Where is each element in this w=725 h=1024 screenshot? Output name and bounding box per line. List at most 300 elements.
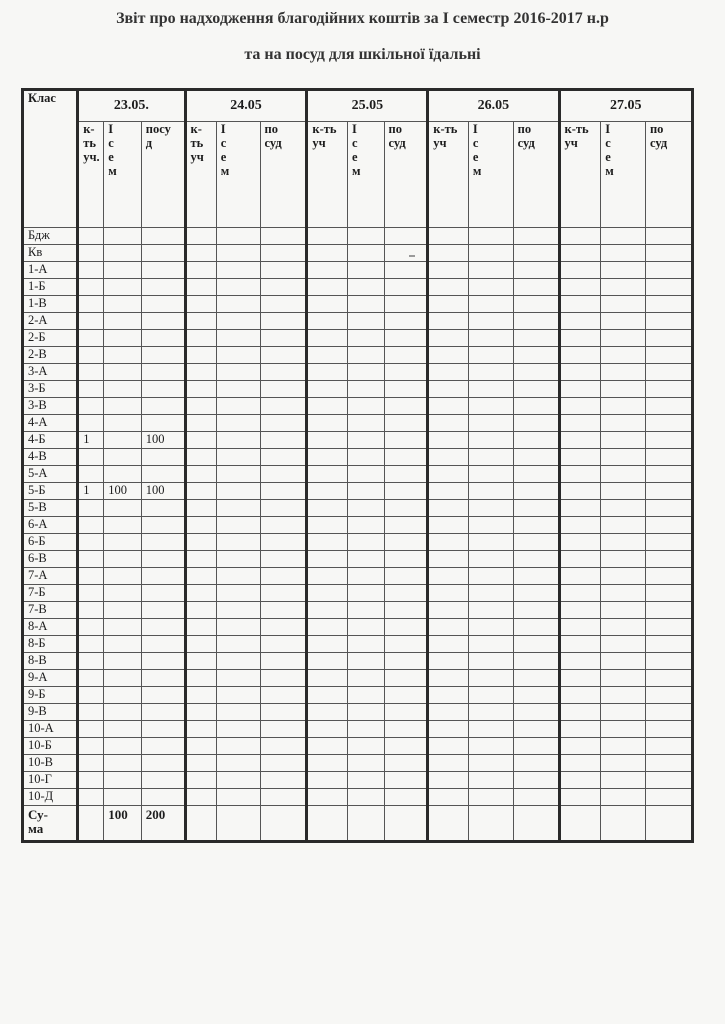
- class-name: 6-Б: [23, 534, 78, 551]
- value-cell: [260, 602, 307, 619]
- value-cell: [216, 262, 260, 279]
- value-cell: [104, 789, 142, 806]
- value-cell: [307, 432, 348, 449]
- value-cell: [559, 755, 601, 772]
- value-cell: [559, 398, 601, 415]
- value-cell: [185, 568, 216, 585]
- value-cell: [78, 568, 104, 585]
- value-cell: [78, 653, 104, 670]
- date-header: 25.05: [307, 90, 428, 122]
- header-fragment: ть: [83, 136, 96, 150]
- value-cell: [260, 279, 307, 296]
- table-row: [23, 500, 693, 517]
- value-cell: [559, 619, 601, 636]
- value-cell: [216, 585, 260, 602]
- count-students-header: [307, 122, 348, 228]
- value-cell: [468, 228, 513, 245]
- value-cell: [384, 313, 428, 330]
- value-cell: [513, 330, 559, 347]
- header-fragment: уч.: [83, 150, 100, 164]
- date-header: 24.05: [185, 90, 307, 122]
- value-cell: [601, 398, 646, 415]
- value-cell: [307, 755, 348, 772]
- value-cell: [468, 279, 513, 296]
- value-cell: [185, 636, 216, 653]
- value-cell: [185, 398, 216, 415]
- value-cell: [216, 653, 260, 670]
- value-cell: [468, 347, 513, 364]
- value-cell: [601, 721, 646, 738]
- value-cell: [307, 262, 348, 279]
- value-cell: [601, 262, 646, 279]
- value-cell: [185, 313, 216, 330]
- value-cell: [384, 228, 428, 245]
- header-fragment: ма: [28, 821, 44, 836]
- value-cell: [559, 721, 601, 738]
- value-cell: [428, 228, 469, 245]
- value-cell: [601, 330, 646, 347]
- value-cell: [185, 381, 216, 398]
- value-cell: [559, 789, 601, 806]
- class-name: 9-В: [23, 704, 78, 721]
- header-fragment: м: [352, 164, 361, 178]
- value-cell: [141, 636, 185, 653]
- value-cell: [513, 347, 559, 364]
- value-cell: 100: [141, 432, 185, 449]
- table-row: [23, 721, 693, 738]
- value-cell: [348, 772, 384, 789]
- table-row: [23, 738, 693, 755]
- value-cell: [348, 687, 384, 704]
- value-cell: [104, 347, 142, 364]
- table-row: [23, 670, 693, 687]
- header-fragment: уч: [312, 136, 326, 150]
- value-cell: [428, 551, 469, 568]
- value-cell: [216, 245, 260, 262]
- value-cell: [348, 534, 384, 551]
- value-cell: [384, 296, 428, 313]
- value-cell: [645, 568, 692, 585]
- value-cell: [307, 585, 348, 602]
- value-cell: [216, 500, 260, 517]
- value-cell: [348, 738, 384, 755]
- value-cell: [384, 602, 428, 619]
- value-cell: [78, 347, 104, 364]
- value-cell: [559, 228, 601, 245]
- value-cell: [104, 296, 142, 313]
- value-cell: [141, 772, 185, 789]
- value-cell: [468, 636, 513, 653]
- value-cell: [185, 721, 216, 738]
- value-cell: [104, 551, 142, 568]
- header-fragment: е: [472, 150, 479, 164]
- value-cell: [307, 670, 348, 687]
- value-cell: [645, 653, 692, 670]
- value-cell: [260, 568, 307, 585]
- value-cell: [78, 772, 104, 789]
- value-cell: [428, 602, 469, 619]
- value-cell: [601, 466, 646, 483]
- value-cell: [601, 568, 646, 585]
- value-cell: [601, 789, 646, 806]
- value-cell: [601, 432, 646, 449]
- value-cell: [141, 381, 185, 398]
- value-cell: [141, 721, 185, 738]
- value-cell: [428, 636, 469, 653]
- value-cell: [384, 653, 428, 670]
- value-cell: [384, 704, 428, 721]
- sum-cell: 200: [141, 806, 185, 842]
- value-cell: [216, 772, 260, 789]
- value-cell: [185, 653, 216, 670]
- value-cell: [307, 602, 348, 619]
- sum-cell: [260, 806, 307, 842]
- table-row: [23, 704, 693, 721]
- value-cell: [384, 619, 428, 636]
- table-row: [23, 347, 693, 364]
- value-cell: [468, 313, 513, 330]
- table-row: [23, 330, 693, 347]
- value-cell: [513, 262, 559, 279]
- value-cell: [601, 738, 646, 755]
- value-cell: [104, 687, 142, 704]
- value-cell: [468, 432, 513, 449]
- value-cell: [141, 228, 185, 245]
- class-name: 6-В: [23, 551, 78, 568]
- semester-header: [601, 122, 646, 228]
- header-fragment: посу: [145, 122, 171, 136]
- value-cell: [307, 534, 348, 551]
- dishes-header: [513, 122, 559, 228]
- value-cell: [141, 279, 185, 296]
- class-name: 8-В: [23, 653, 78, 670]
- value-cell: [348, 398, 384, 415]
- value-cell: [601, 517, 646, 534]
- value-cell: [348, 789, 384, 806]
- class-name: 7-А: [23, 568, 78, 585]
- class-name: 1-Б: [23, 279, 78, 296]
- value-cell: [78, 534, 104, 551]
- value-cell: [559, 296, 601, 313]
- value-cell: [348, 296, 384, 313]
- value-cell: [559, 772, 601, 789]
- value-cell: [260, 772, 307, 789]
- value-cell: [185, 585, 216, 602]
- value-cell: [428, 449, 469, 466]
- count-students-header: [428, 122, 469, 228]
- class-name: 8-А: [23, 619, 78, 636]
- scan-mark: [409, 255, 415, 257]
- value-cell: [428, 789, 469, 806]
- value-cell: [104, 602, 142, 619]
- value-cell: [260, 347, 307, 364]
- value-cell: [559, 347, 601, 364]
- sum-cell: [513, 806, 559, 842]
- value-cell: [384, 789, 428, 806]
- value-cell: [384, 398, 428, 415]
- header-fragment: с: [108, 136, 114, 150]
- value-cell: [78, 500, 104, 517]
- value-cell: [104, 245, 142, 262]
- sum-cell: [645, 806, 692, 842]
- table-row: [23, 483, 693, 500]
- value-cell: [513, 636, 559, 653]
- value-cell: [307, 568, 348, 585]
- sum-cell: 100: [104, 806, 142, 842]
- table-row: [23, 585, 693, 602]
- header-fragment: по: [388, 122, 402, 136]
- class-name: 10-Д: [23, 789, 78, 806]
- header-fragment: суд: [649, 136, 668, 150]
- header-fragment: е: [605, 150, 611, 164]
- header-fragment: І: [605, 122, 611, 136]
- value-cell: [307, 398, 348, 415]
- value-cell: [601, 245, 646, 262]
- value-cell: [468, 585, 513, 602]
- header-fragment: м: [605, 164, 614, 178]
- class-name: 9-А: [23, 670, 78, 687]
- value-cell: [468, 653, 513, 670]
- value-cell: [78, 296, 104, 313]
- date-header: 26.05: [428, 90, 559, 122]
- value-cell: [78, 738, 104, 755]
- value-cell: [384, 500, 428, 517]
- value-cell: [307, 619, 348, 636]
- value-cell: [307, 653, 348, 670]
- table-row: [23, 415, 693, 432]
- value-cell: [348, 381, 384, 398]
- value-cell: [645, 772, 692, 789]
- sum-cell: [559, 806, 601, 842]
- value-cell: [601, 636, 646, 653]
- header-fragment: к-: [83, 122, 95, 136]
- count-students-header: [78, 122, 104, 228]
- value-cell: [104, 738, 142, 755]
- corner-header: Клас: [23, 90, 78, 228]
- value-cell: [428, 483, 469, 500]
- value-cell: [428, 568, 469, 585]
- value-cell: [645, 738, 692, 755]
- value-cell: [307, 228, 348, 245]
- value-cell: [601, 381, 646, 398]
- value-cell: [428, 330, 469, 347]
- value-cell: [216, 432, 260, 449]
- value-cell: [260, 551, 307, 568]
- header-fragment: І: [220, 122, 226, 136]
- value-cell: [260, 755, 307, 772]
- sum-cell: [348, 806, 384, 842]
- value-cell: [468, 398, 513, 415]
- class-name: Кв: [23, 245, 78, 262]
- value-cell: [307, 721, 348, 738]
- value-cell: [185, 738, 216, 755]
- header-fragment: Су-: [28, 807, 48, 822]
- header-fragment: е: [220, 150, 227, 164]
- value-cell: [428, 415, 469, 432]
- value-cell: [260, 228, 307, 245]
- header-fragment: суд: [264, 136, 282, 150]
- value-cell: [513, 670, 559, 687]
- class-name: 9-Б: [23, 687, 78, 704]
- value-cell: [559, 653, 601, 670]
- value-cell: [601, 279, 646, 296]
- value-cell: [468, 500, 513, 517]
- value-cell: [260, 500, 307, 517]
- sum-cell: [78, 806, 104, 842]
- class-name: 2-Б: [23, 330, 78, 347]
- value-cell: [260, 398, 307, 415]
- table-row: [23, 279, 693, 296]
- value-cell: [428, 381, 469, 398]
- value-cell: [78, 755, 104, 772]
- value-cell: [104, 313, 142, 330]
- value-cell: [645, 432, 692, 449]
- value-cell: [78, 449, 104, 466]
- header-fragment: с: [472, 136, 479, 150]
- value-cell: [260, 432, 307, 449]
- value-cell: [513, 738, 559, 755]
- value-cell: [307, 296, 348, 313]
- value-cell: [185, 432, 216, 449]
- table-row: [23, 398, 693, 415]
- value-cell: [468, 551, 513, 568]
- value-cell: [78, 602, 104, 619]
- value-cell: [645, 245, 692, 262]
- table-row: [23, 789, 693, 806]
- value-cell: [559, 279, 601, 296]
- value-cell: [513, 721, 559, 738]
- value-cell: [78, 687, 104, 704]
- value-cell: [141, 245, 185, 262]
- value-cell: [513, 755, 559, 772]
- header-fragment: І: [108, 122, 114, 136]
- value-cell: [513, 415, 559, 432]
- value-cell: [348, 602, 384, 619]
- value-cell: [645, 228, 692, 245]
- value-cell: [559, 500, 601, 517]
- class-name: 5-В: [23, 500, 78, 517]
- value-cell: [468, 449, 513, 466]
- value-cell: [78, 551, 104, 568]
- value-cell: [601, 500, 646, 517]
- value-cell: [185, 330, 216, 347]
- value-cell: [307, 415, 348, 432]
- class-name: 7-В: [23, 602, 78, 619]
- value-cell: [216, 636, 260, 653]
- value-cell: [468, 602, 513, 619]
- value-cell: [307, 517, 348, 534]
- value-cell: [513, 500, 559, 517]
- value-cell: [104, 228, 142, 245]
- value-cell: [216, 534, 260, 551]
- value-cell: [260, 721, 307, 738]
- count-students-header: [559, 122, 601, 228]
- value-cell: [141, 687, 185, 704]
- sum-label: [23, 806, 78, 842]
- value-cell: [468, 619, 513, 636]
- value-cell: [78, 721, 104, 738]
- class-name: 10-Б: [23, 738, 78, 755]
- value-cell: [428, 279, 469, 296]
- value-cell: [260, 466, 307, 483]
- value-cell: [260, 245, 307, 262]
- value-cell: [104, 619, 142, 636]
- header-fragment: І: [352, 122, 357, 136]
- report-subtitle: та на посуд для шкільної їдальні: [244, 46, 481, 63]
- value-cell: [428, 517, 469, 534]
- value-cell: [104, 704, 142, 721]
- table-row: [23, 772, 693, 789]
- header-fragment: уч: [564, 136, 578, 150]
- value-cell: [645, 381, 692, 398]
- value-cell: [141, 755, 185, 772]
- value-cell: [559, 534, 601, 551]
- value-cell: [141, 670, 185, 687]
- value-cell: [185, 789, 216, 806]
- table-row: [23, 602, 693, 619]
- value-cell: [468, 568, 513, 585]
- sum-cell: [384, 806, 428, 842]
- value-cell: [260, 313, 307, 330]
- value-cell: [513, 313, 559, 330]
- semester-header: [216, 122, 260, 228]
- header-fragment: І: [472, 122, 478, 136]
- value-cell: [348, 636, 384, 653]
- value-cell: [513, 364, 559, 381]
- value-cell: [513, 687, 559, 704]
- value-cell: [559, 381, 601, 398]
- value-cell: [645, 670, 692, 687]
- value-cell: [513, 585, 559, 602]
- value-cell: [78, 415, 104, 432]
- value-cell: [260, 364, 307, 381]
- value-cell: [384, 534, 428, 551]
- value-cell: [141, 500, 185, 517]
- value-cell: [384, 449, 428, 466]
- value-cell: [601, 534, 646, 551]
- value-cell: [468, 262, 513, 279]
- value-cell: [601, 585, 646, 602]
- value-cell: [307, 245, 348, 262]
- table-row: [23, 466, 693, 483]
- value-cell: [104, 330, 142, 347]
- table-row: [23, 619, 693, 636]
- value-cell: [307, 313, 348, 330]
- value-cell: [468, 330, 513, 347]
- table-row: [23, 534, 693, 551]
- value-cell: [141, 466, 185, 483]
- value-cell: [513, 398, 559, 415]
- value-cell: [185, 262, 216, 279]
- value-cell: [384, 517, 428, 534]
- value-cell: [78, 262, 104, 279]
- value-cell: [185, 347, 216, 364]
- table-row: [23, 262, 693, 279]
- value-cell: [468, 415, 513, 432]
- value-cell: [104, 432, 142, 449]
- value-cell: [104, 670, 142, 687]
- table-row: [23, 517, 693, 534]
- value-cell: [513, 602, 559, 619]
- value-cell: [601, 704, 646, 721]
- value-cell: [104, 517, 142, 534]
- value-cell: [104, 755, 142, 772]
- value-cell: [645, 534, 692, 551]
- value-cell: [104, 534, 142, 551]
- value-cell: [260, 381, 307, 398]
- sum-cell: [428, 806, 469, 842]
- value-cell: [307, 483, 348, 500]
